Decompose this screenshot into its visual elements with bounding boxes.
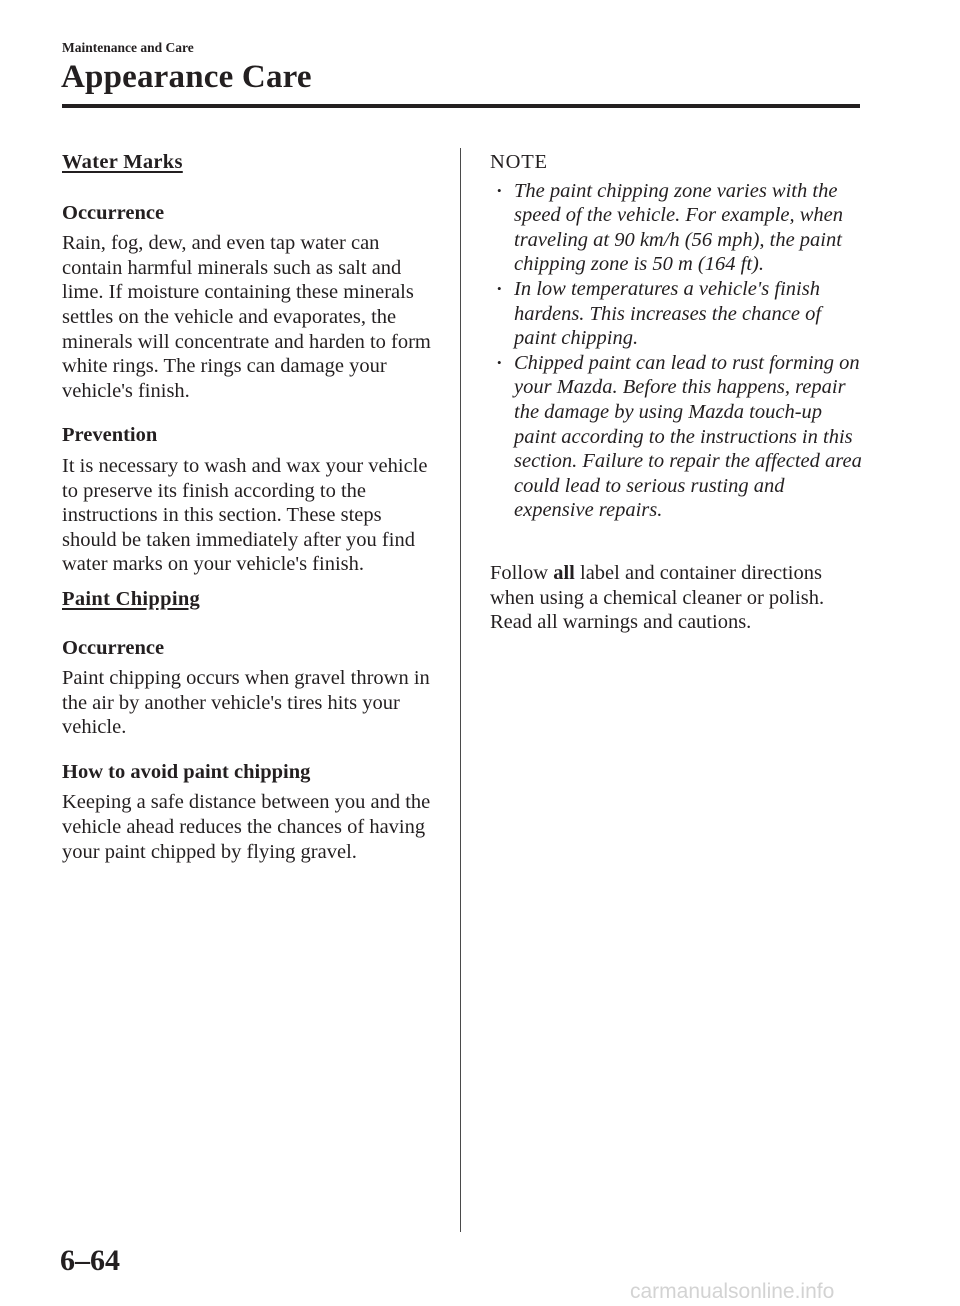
water-marks-heading: Water Marks bbox=[62, 151, 183, 173]
column-divider bbox=[460, 148, 461, 1232]
emphasis-all: all bbox=[553, 561, 575, 584]
paint-chipping-occurrence-text: Paint chipping occurs when gravel thrown in the air by another vehicle's tires hits your vehicle. bbox=[62, 667, 430, 739]
water-marks-occurrence-heading: Occurrence bbox=[62, 201, 165, 224]
note-title: NOTE bbox=[490, 151, 548, 173]
bullet-icon: • bbox=[497, 182, 502, 198]
note-item: • Chipped paint can lead to rust forming on your Mazda. Before this happens, repair the damage by using Mazda touch-up paint according to the instructions in this section. Failure to repair the affected area could lead to serious rusting and expensive repairs. bbox=[497, 351, 862, 522]
page-title: Appearance Care bbox=[61, 59, 312, 95]
paint-chipping-heading: Paint Chipping bbox=[62, 587, 201, 610]
note-item: • The paint chipping zone varies with the speed of the vehicle. For example, when traveling at 90 km/h (56 mph), the paint chipping zone is 50 m (164 ft). bbox=[497, 179, 844, 276]
left-column bbox=[62, 150, 440, 864]
page-number: 6–64 bbox=[60, 1244, 120, 1277]
note-item: • In low temperatures a vehicle's finish hardens. This increases the chance of paint chipping. bbox=[497, 277, 822, 350]
bullet-icon: • bbox=[497, 354, 502, 370]
avoid-chipping-text: Keeping a safe distance between you and the vehicle ahead reduces the chances of having your paint chipped by flying gravel. bbox=[62, 791, 431, 863]
section-label: Maintenance and Care bbox=[62, 40, 194, 55]
watermark: carmanualsonline.info bbox=[630, 1280, 835, 1303]
header-rule bbox=[62, 104, 860, 108]
right-column bbox=[490, 150, 868, 635]
bullet-icon: • bbox=[497, 280, 502, 296]
water-marks-prevention-heading: Prevention bbox=[62, 424, 158, 447]
follow-directions-text: Follow all label and container directions when using a chemical cleaner or polish. Read all warnings and cautions. bbox=[490, 561, 825, 634]
water-marks-occurrence-text: Rain, fog, dew, and even tap water can contain harmful minerals such as salt and lime. If moisture containing these minerals settles on the vehicle and evaporates, the minerals will concentrate and harden to form white rings. The rings can damage your vehicle's finish. bbox=[62, 232, 431, 402]
paint-chipping-occurrence-heading: Occurrence bbox=[62, 636, 165, 659]
avoid-chipping-heading: How to avoid paint chipping bbox=[62, 760, 311, 783]
water-marks-prevention-text: It is necessary to wash and wax your vehicle to preserve its finish according to the instructions in this section. These steps should be taken immediately after you find water marks on your vehicle's finish. bbox=[62, 454, 428, 576]
note-list bbox=[490, 179, 868, 523]
